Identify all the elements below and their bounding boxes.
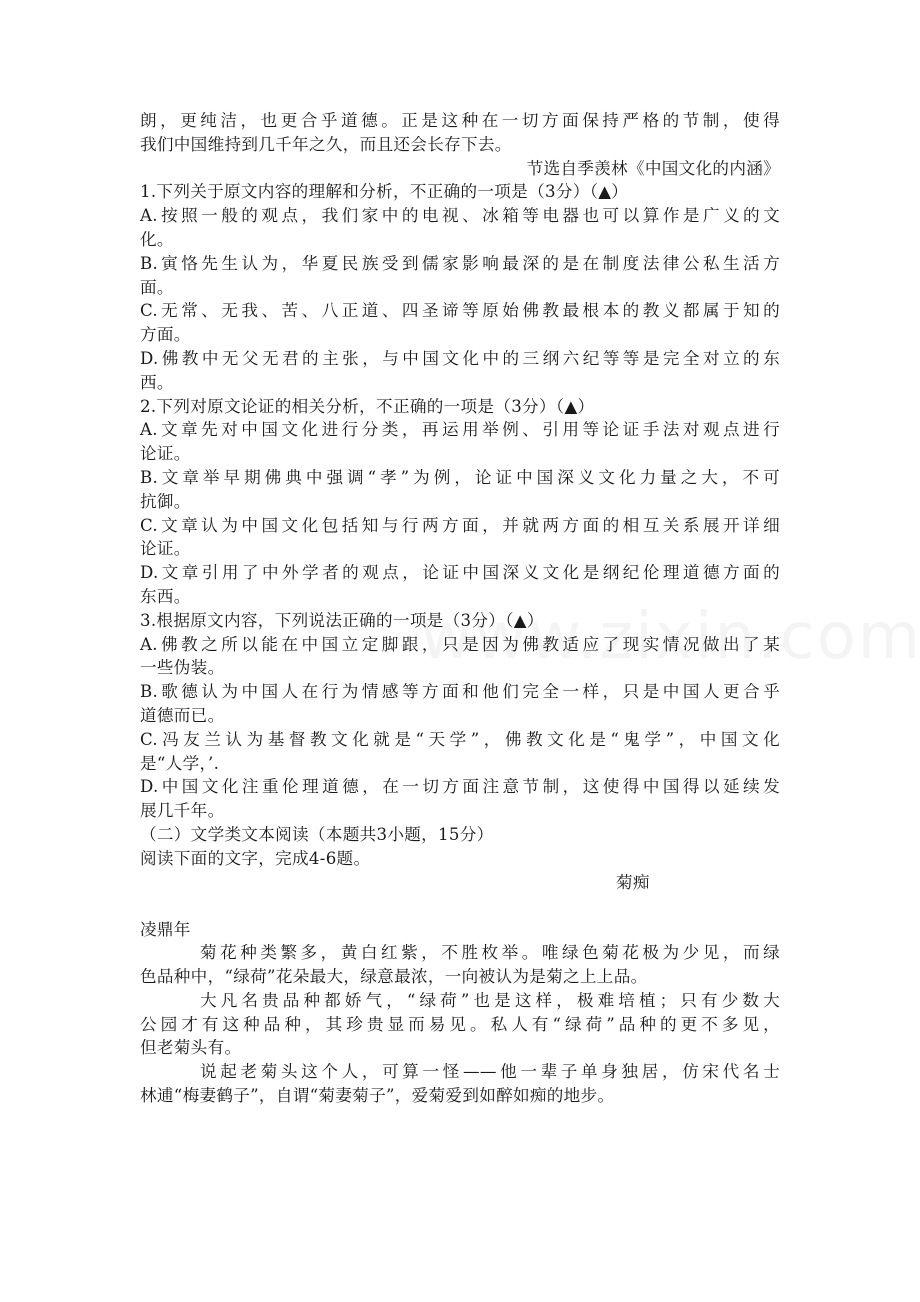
story-title: 菊痴 bbox=[616, 872, 650, 892]
passage-end bbox=[140, 109, 780, 180]
question-stem: 2.下列对原文论证的相关分析，不正确的一项是（3分）（▲） bbox=[140, 396, 595, 416]
option-c-cont: 方面。 bbox=[140, 325, 191, 345]
option-d: D.文章引用了中外学者的观点，论证中国深义文化是纲纪伦理道德方面的 bbox=[140, 563, 780, 583]
paragraph-line: 林逋“梅妻鹤子”，自谓“菊妻菊子”，爱菊爱到如醉如痴的地步。 bbox=[140, 1086, 615, 1106]
option-a: A.按照一般的观点，我们家中的电视、冰箱等电器也可以算作是广义的文 bbox=[140, 206, 780, 226]
option-c: C.文章认为中国文化包括知与行两方面，并就两方面的相互关系展开详细 bbox=[140, 515, 780, 535]
question-stem: 1.下列关于原文内容的理解和分析，不正确的一项是（3分）（▲） bbox=[140, 182, 629, 202]
option-a: A.佛教之所以能在中国立定脚跟，只是因为佛教适应了现实情况做出了某 bbox=[140, 634, 780, 654]
source-citation: 节选自季羡林《中国文化的内涵》 bbox=[526, 158, 780, 178]
option-d-cont: 展几千年。 bbox=[140, 801, 225, 821]
option-b-cont: 抗御。 bbox=[140, 491, 191, 511]
story-title-row bbox=[140, 871, 780, 918]
option-c: C.冯友兰认为基督教文化就是“天学”，佛教文化是“鬼学”，中国文化 bbox=[140, 729, 780, 749]
section-heading: （二）文学类文本阅读（本题共3小题，15分） bbox=[140, 824, 494, 844]
passage-line: 朗，更纯洁，也更合乎道德。正是这种在一切方面保持严格的节制，使得 bbox=[140, 111, 780, 130]
option-b-cont: 道德而已。 bbox=[140, 705, 225, 725]
option-a-cont: 化。 bbox=[140, 229, 174, 249]
question-2 bbox=[140, 395, 780, 609]
paragraph-line: 大凡名贵品种都娇气，“绿荷”也是这样，极难培植；只有少数大 bbox=[200, 990, 780, 1010]
paragraph-line: 但老菊头有。 bbox=[140, 1038, 242, 1058]
document-page bbox=[140, 109, 780, 1108]
paragraph-line: 菊花种类繁多，黄白红紫，不胜枚举。唯绿色菊花极为少见，而绿 bbox=[200, 943, 780, 963]
paragraph-line: 说起老菊头这个人，可算一怪——他一辈子单身独居，仿宋代名士 bbox=[200, 1062, 780, 1082]
option-a: A.文章先对中国文化进行分类，再运用举例、引用等论证手法对观点进行 bbox=[140, 420, 780, 440]
option-a-cont: 一些伪装。 bbox=[140, 658, 225, 678]
option-b: B.文章举早期佛典中强调“孝”为例，论证中国深义文化力量之大，不可 bbox=[140, 467, 780, 487]
option-c-cont: 是“人学，’. bbox=[140, 753, 220, 773]
question-stem: 3.根据原文内容，下列说法正确的一项是（3分）（▲） bbox=[140, 610, 544, 630]
question-1 bbox=[140, 180, 780, 394]
section-instruction: 阅读下面的文字，完成4-6题。 bbox=[140, 848, 371, 868]
paragraph-line: 色品种中，“绿荷”花朵最大，绿意最浓，一向被认为是菊之上上品。 bbox=[140, 967, 648, 987]
option-d-cont: 西。 bbox=[140, 372, 174, 392]
section-literary-reading bbox=[140, 823, 780, 1108]
option-b: B.寅恪先生认为，华夏民族受到儒家影响最深的是在制度法律公私生活方 bbox=[140, 253, 780, 273]
option-c-cont: 论证。 bbox=[140, 539, 191, 559]
option-d: D.佛教中无父无君的主张，与中国文化中的三纲六纪等等是完全对立的东 bbox=[140, 348, 780, 368]
option-c: C.无常、无我、苦、八正道、四圣谛等原始佛教最根本的教义都属于知的 bbox=[140, 301, 780, 321]
option-a-cont: 论证。 bbox=[140, 444, 191, 464]
option-b: B.歌德认为中国人在行为情感等方面和他们完全一样，只是中国人更合乎 bbox=[140, 682, 780, 702]
paragraph-line: 公园才有这种品种，其珍贵显而易见。私人有“绿荷”品种的更不多见， bbox=[140, 1014, 780, 1034]
option-b-cont: 面。 bbox=[140, 277, 174, 297]
passage-line: 我们中国维持到几千年之久，而且还会长存下去。 bbox=[140, 134, 512, 154]
question-3 bbox=[140, 609, 780, 823]
option-d-cont: 东西。 bbox=[140, 586, 191, 606]
story-author: 凌鼎年 bbox=[140, 919, 191, 939]
option-d: D.中国文化注重伦理道德，在一切方面注意节制，这使得中国得以延续发 bbox=[140, 777, 780, 797]
